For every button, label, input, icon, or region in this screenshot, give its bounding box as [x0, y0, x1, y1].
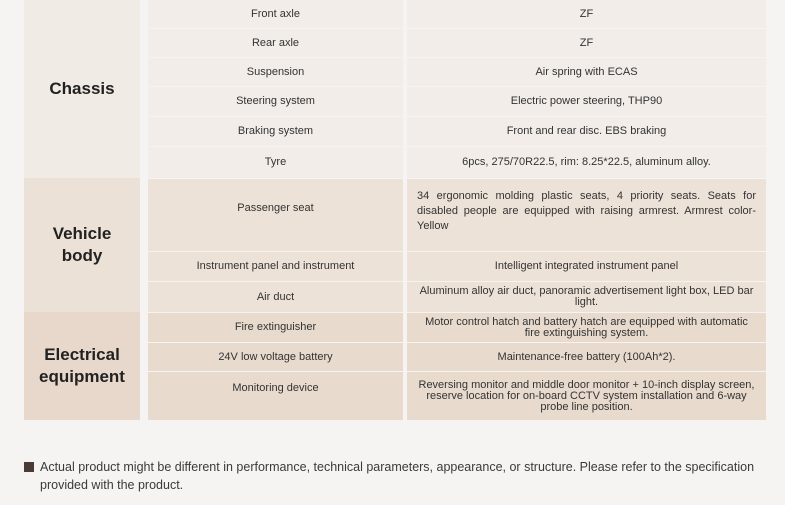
spec-name: Rear axle	[148, 29, 403, 57]
spec-name: Steering system	[148, 87, 403, 116]
spec-row-monitoring-device	[148, 372, 766, 420]
spec-name: Air duct	[148, 282, 403, 312]
spec-table	[24, 0, 766, 420]
spec-name: Braking system	[148, 117, 403, 146]
spec-value: ZF	[407, 29, 766, 57]
spec-row-battery	[148, 343, 766, 371]
spec-name: 24V low voltage battery	[148, 343, 403, 371]
spec-value: Aluminum alloy air duct, panoramic advertisement light box, LED bar light.	[407, 282, 766, 312]
spec-name: Front axle	[148, 0, 403, 28]
spec-value: Motor control hatch and battery hatch are equipped with automatic fire extinguishing system.	[407, 313, 766, 342]
spec-value: 34 ergonomic molding plastic seats, 4 priority seats. Seats for disabled people are equipped with raising armrest. Armrest color-Yellow	[407, 179, 766, 251]
disclaimer-note	[24, 458, 766, 494]
category-vehicle-body-line1: Vehicle	[52, 224, 112, 243]
spec-name: Fire extinguisher	[148, 313, 403, 342]
disclaimer-text: Actual product might be different in performance, technical parameters, appearance, or structure. Please refer to the specification provided with the product.	[40, 460, 755, 492]
spec-row-instrument-panel	[148, 252, 766, 281]
spec-value: Maintenance-free battery (100Ah*2).	[407, 343, 766, 371]
spec-value: Front and rear disc. EBS braking	[407, 117, 766, 146]
spec-row-fire-extinguisher	[148, 313, 766, 342]
spec-row-front-axle	[148, 0, 766, 28]
spec-name: Suspension	[148, 58, 403, 86]
category-electrical-line1: Electrical	[44, 345, 120, 364]
spec-row-suspension	[148, 58, 766, 86]
spec-name: Monitoring device	[148, 372, 403, 420]
spec-row-braking-system	[148, 117, 766, 146]
category-vehicle-body-line2: body	[61, 246, 103, 265]
spec-value: Electric power steering, THP90	[407, 87, 766, 116]
spec-value: 6pcs, 275/70R22.5, rim: 8.25*22.5, aluminum alloy.	[407, 147, 766, 178]
category-chassis	[24, 0, 140, 178]
spec-name: Passenger seat	[148, 179, 403, 251]
spec-name: Instrument panel and instrument	[148, 252, 403, 281]
category-chassis-label: Chassis	[49, 79, 115, 98]
spec-row-passenger-seat	[148, 179, 766, 251]
category-electrical-equipment	[24, 312, 140, 420]
category-electrical-line2: equipment	[39, 367, 125, 386]
spec-value: Air spring with ECAS	[407, 58, 766, 86]
category-vehicle-body	[24, 178, 140, 312]
spec-name: Tyre	[148, 147, 403, 178]
spec-row-steering-system	[148, 87, 766, 116]
square-bullet-icon	[24, 462, 34, 472]
spec-row-air-duct	[148, 282, 766, 312]
spec-value: ZF	[407, 0, 766, 28]
spec-value: Intelligent integrated instrument panel	[407, 252, 766, 281]
spec-row-rear-axle	[148, 29, 766, 57]
spec-row-tyre	[148, 147, 766, 178]
spec-value: Reversing monitor and middle door monitor + 10-inch display screen, reserve location for on-board CCTV system installation and 6-way probe line position.	[407, 372, 766, 420]
